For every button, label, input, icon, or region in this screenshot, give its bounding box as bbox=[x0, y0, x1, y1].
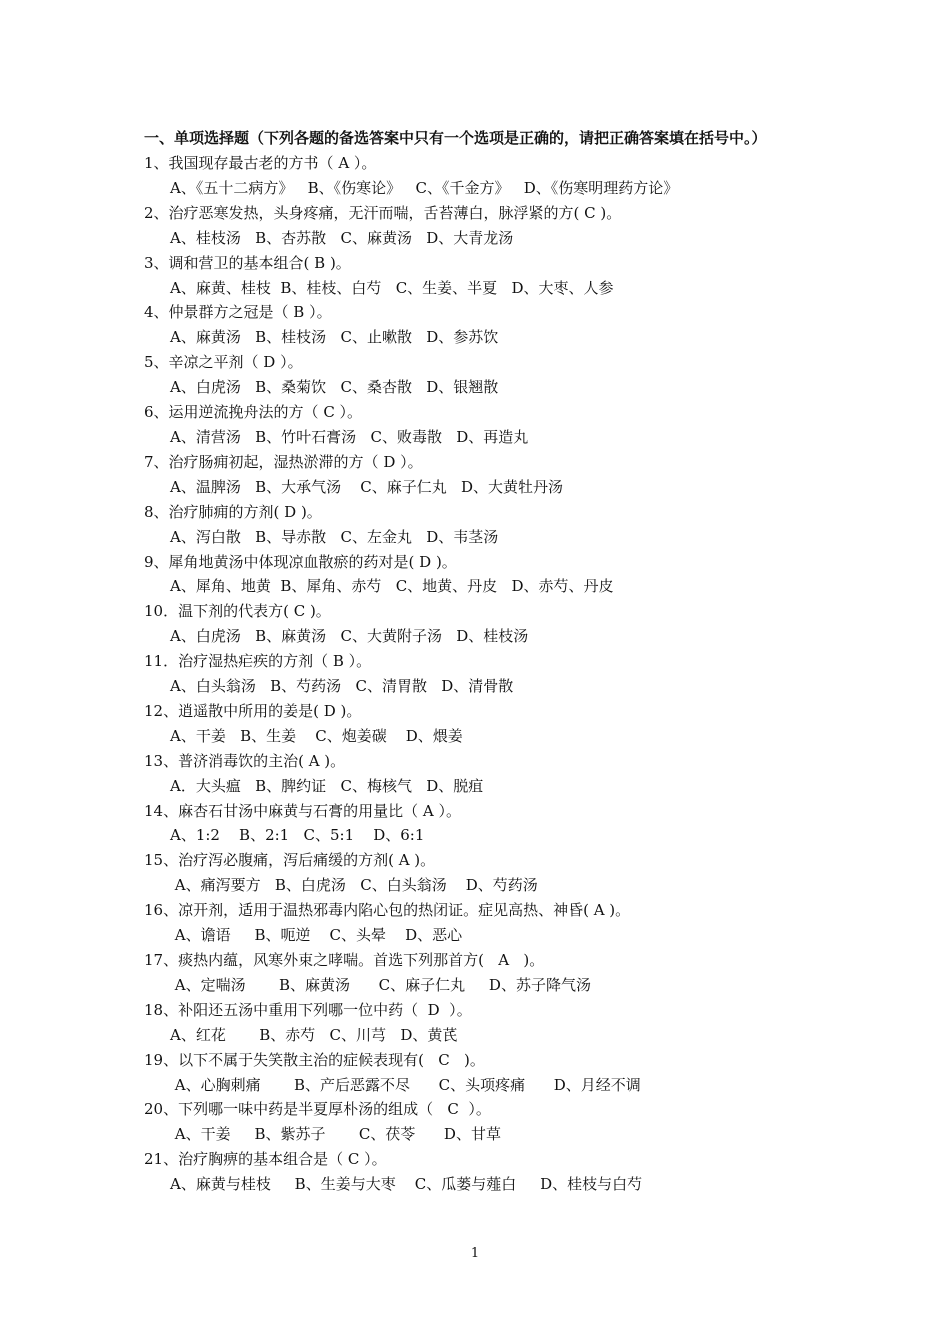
question-text: 4、仲景群方之冠是（ B ）。 bbox=[144, 303, 332, 322]
question-item bbox=[144, 699, 824, 749]
question-text: 19、以下不属于失笑散主治的症候表现有( C )。 bbox=[144, 1050, 485, 1069]
question-text: 15、治疗泻必腹痛，泻后痛缓的方剂( A )。 bbox=[144, 851, 436, 870]
question-text: 17、痰热内蕴，风寒外束之哮喘。首选下列那首方( A )。 bbox=[144, 951, 545, 969]
question-text: 14、麻杏石甘汤中麻黄与石膏的用量比（ A ）。 bbox=[144, 801, 461, 820]
page-number: 1 bbox=[470, 1246, 480, 1261]
question-text: 18、补阳还五汤中重用下列哪一位中药（ D ）。 bbox=[144, 1000, 472, 1019]
question-text: 12、逍遥散中所用的姜是( D )。 bbox=[144, 701, 362, 720]
question-options: A、麻黄汤 B、桂枝汤 C、止嗽散 D、参苏饮 bbox=[170, 328, 499, 347]
question-item bbox=[144, 749, 824, 799]
question-text: 5、辛凉之平剂（ D ）。 bbox=[144, 353, 303, 372]
question-options: A、白虎汤 B、麻黄汤 C、大黄附子汤 D、桂枝汤 bbox=[170, 627, 529, 646]
question-options: A、清营汤 B、竹叶石膏汤 C、败毒散 D、再造丸 bbox=[170, 427, 529, 446]
question-options: A、桂枝汤 B、杏苏散 C、麻黄汤 D、大青龙汤 bbox=[170, 228, 514, 247]
question-item bbox=[144, 500, 824, 550]
question-options: A、泻白散 B、导赤散 C、左金丸 D、韦茎汤 bbox=[170, 527, 499, 546]
question-options: A、白虎汤 B、桑菊饮 C、桑杏散 D、银翘散 bbox=[170, 378, 499, 397]
question-text: 8、治疗肺痈的方剂( D )。 bbox=[144, 502, 322, 521]
question-options: A、麻黄与桂枝 B、生姜与大枣 C、瓜蒌与薤白 D、桂枝与白芍 bbox=[170, 1175, 643, 1194]
question-list bbox=[144, 151, 824, 1197]
question-text: 3、调和营卫的基本组合( B )。 bbox=[144, 253, 351, 272]
question-item bbox=[144, 1097, 824, 1147]
question-item bbox=[144, 649, 824, 699]
question-options: A、《五十二病方》 B、《伤寒论》 C、《千金方》 D、《伤寒明理药方论》 bbox=[170, 178, 679, 197]
question-options: A、1:2 B、2:1 C、5:1 D、6:1 bbox=[170, 826, 425, 845]
question-options: A．大头瘟 B、脾约证 C、梅核气 D、脱疽 bbox=[170, 776, 484, 795]
question-text: 1、我国现存最古老的方书（ A ）。 bbox=[144, 154, 377, 172]
question-text: 21、治疗胸痹的基本组合是（ C ）。 bbox=[144, 1150, 387, 1169]
question-text: 20、下列哪一味中药是半夏厚朴汤的组成（ C ）。 bbox=[144, 1100, 491, 1119]
question-item bbox=[144, 898, 824, 948]
question-text: 13、普济消毒饮的主治( A )。 bbox=[144, 751, 346, 770]
question-options: A、心胸刺痛 B、产后恶露不尽 C、头项疼痛 D、月经不调 bbox=[170, 1075, 641, 1094]
question-item bbox=[144, 450, 824, 500]
question-options: A、谵语 B、呃逆 C、头晕 D、恶心 bbox=[170, 926, 463, 945]
question-options: A、干姜 B、生姜 C、炮姜碳 D、煨姜 bbox=[170, 726, 463, 745]
question-options: A、麻黄、桂枝 B、桂枝、白芍 C、生姜、半夏 D、大枣、人参 bbox=[170, 278, 614, 297]
question-text: 6、运用逆流挽舟法的方（ C ）。 bbox=[144, 403, 363, 422]
question-text: 9、犀角地黄汤中体现凉血散瘀的药对是( D )。 bbox=[144, 552, 457, 571]
question-item bbox=[144, 400, 824, 450]
question-item bbox=[144, 998, 824, 1048]
question-text: 2、治疗恶寒发热，头身疼痛，无汗而喘，舌苔薄白，脉浮紧的方( C )。 bbox=[144, 203, 622, 222]
question-options: A、温脾汤 B、大承气汤 C、麻子仁丸 D、大黄牡丹汤 bbox=[170, 477, 564, 496]
question-text: 7、治疗肠痈初起，湿热淤滞的方（ D ）。 bbox=[144, 452, 423, 471]
question-item bbox=[144, 599, 824, 649]
question-item bbox=[144, 201, 824, 251]
section-heading: 一、单项选择题（下列各题的备选答案中只有一个选项是正确的，请把正确答案填在括号中。） bbox=[144, 129, 767, 147]
question-item bbox=[144, 1147, 824, 1197]
question-options: A、白头翁汤 B、芍药汤 C、清胃散 D、清骨散 bbox=[170, 677, 514, 696]
question-options: A、痛泻要方 B、白虎汤 C、白头翁汤 D、芍药汤 bbox=[170, 876, 538, 895]
question-item bbox=[144, 151, 824, 201]
question-text: 16、凉开剂，适用于温热邪毒内陷心包的热闭证。症见高热、神昏( A )。 bbox=[144, 901, 631, 920]
question-options: A、定喘汤 B、麻黄汤 C、麻子仁丸 D、苏子降气汤 bbox=[170, 975, 591, 994]
question-item bbox=[144, 550, 824, 600]
question-options: A、红花 B、赤芍 C、川芎 D、黄芪 bbox=[170, 1025, 458, 1044]
question-section bbox=[144, 126, 824, 1197]
question-item bbox=[144, 948, 824, 998]
question-item bbox=[144, 848, 824, 898]
question-item bbox=[144, 350, 824, 400]
question-text: 11．治疗湿热疟疾的方剂（ B ）。 bbox=[144, 652, 372, 671]
question-options: A、犀角、地黄 B、犀角、赤芍 C、地黄、丹皮 D、赤芍、丹皮 bbox=[170, 577, 614, 596]
question-item bbox=[144, 799, 824, 849]
question-options: A、干姜 B、紫苏子 C、茯苓 D、甘草 bbox=[170, 1125, 501, 1144]
question-item bbox=[144, 300, 824, 350]
question-text: 10．温下剂的代表方( C )。 bbox=[144, 602, 331, 621]
question-item bbox=[144, 251, 824, 301]
question-item bbox=[144, 1048, 824, 1098]
